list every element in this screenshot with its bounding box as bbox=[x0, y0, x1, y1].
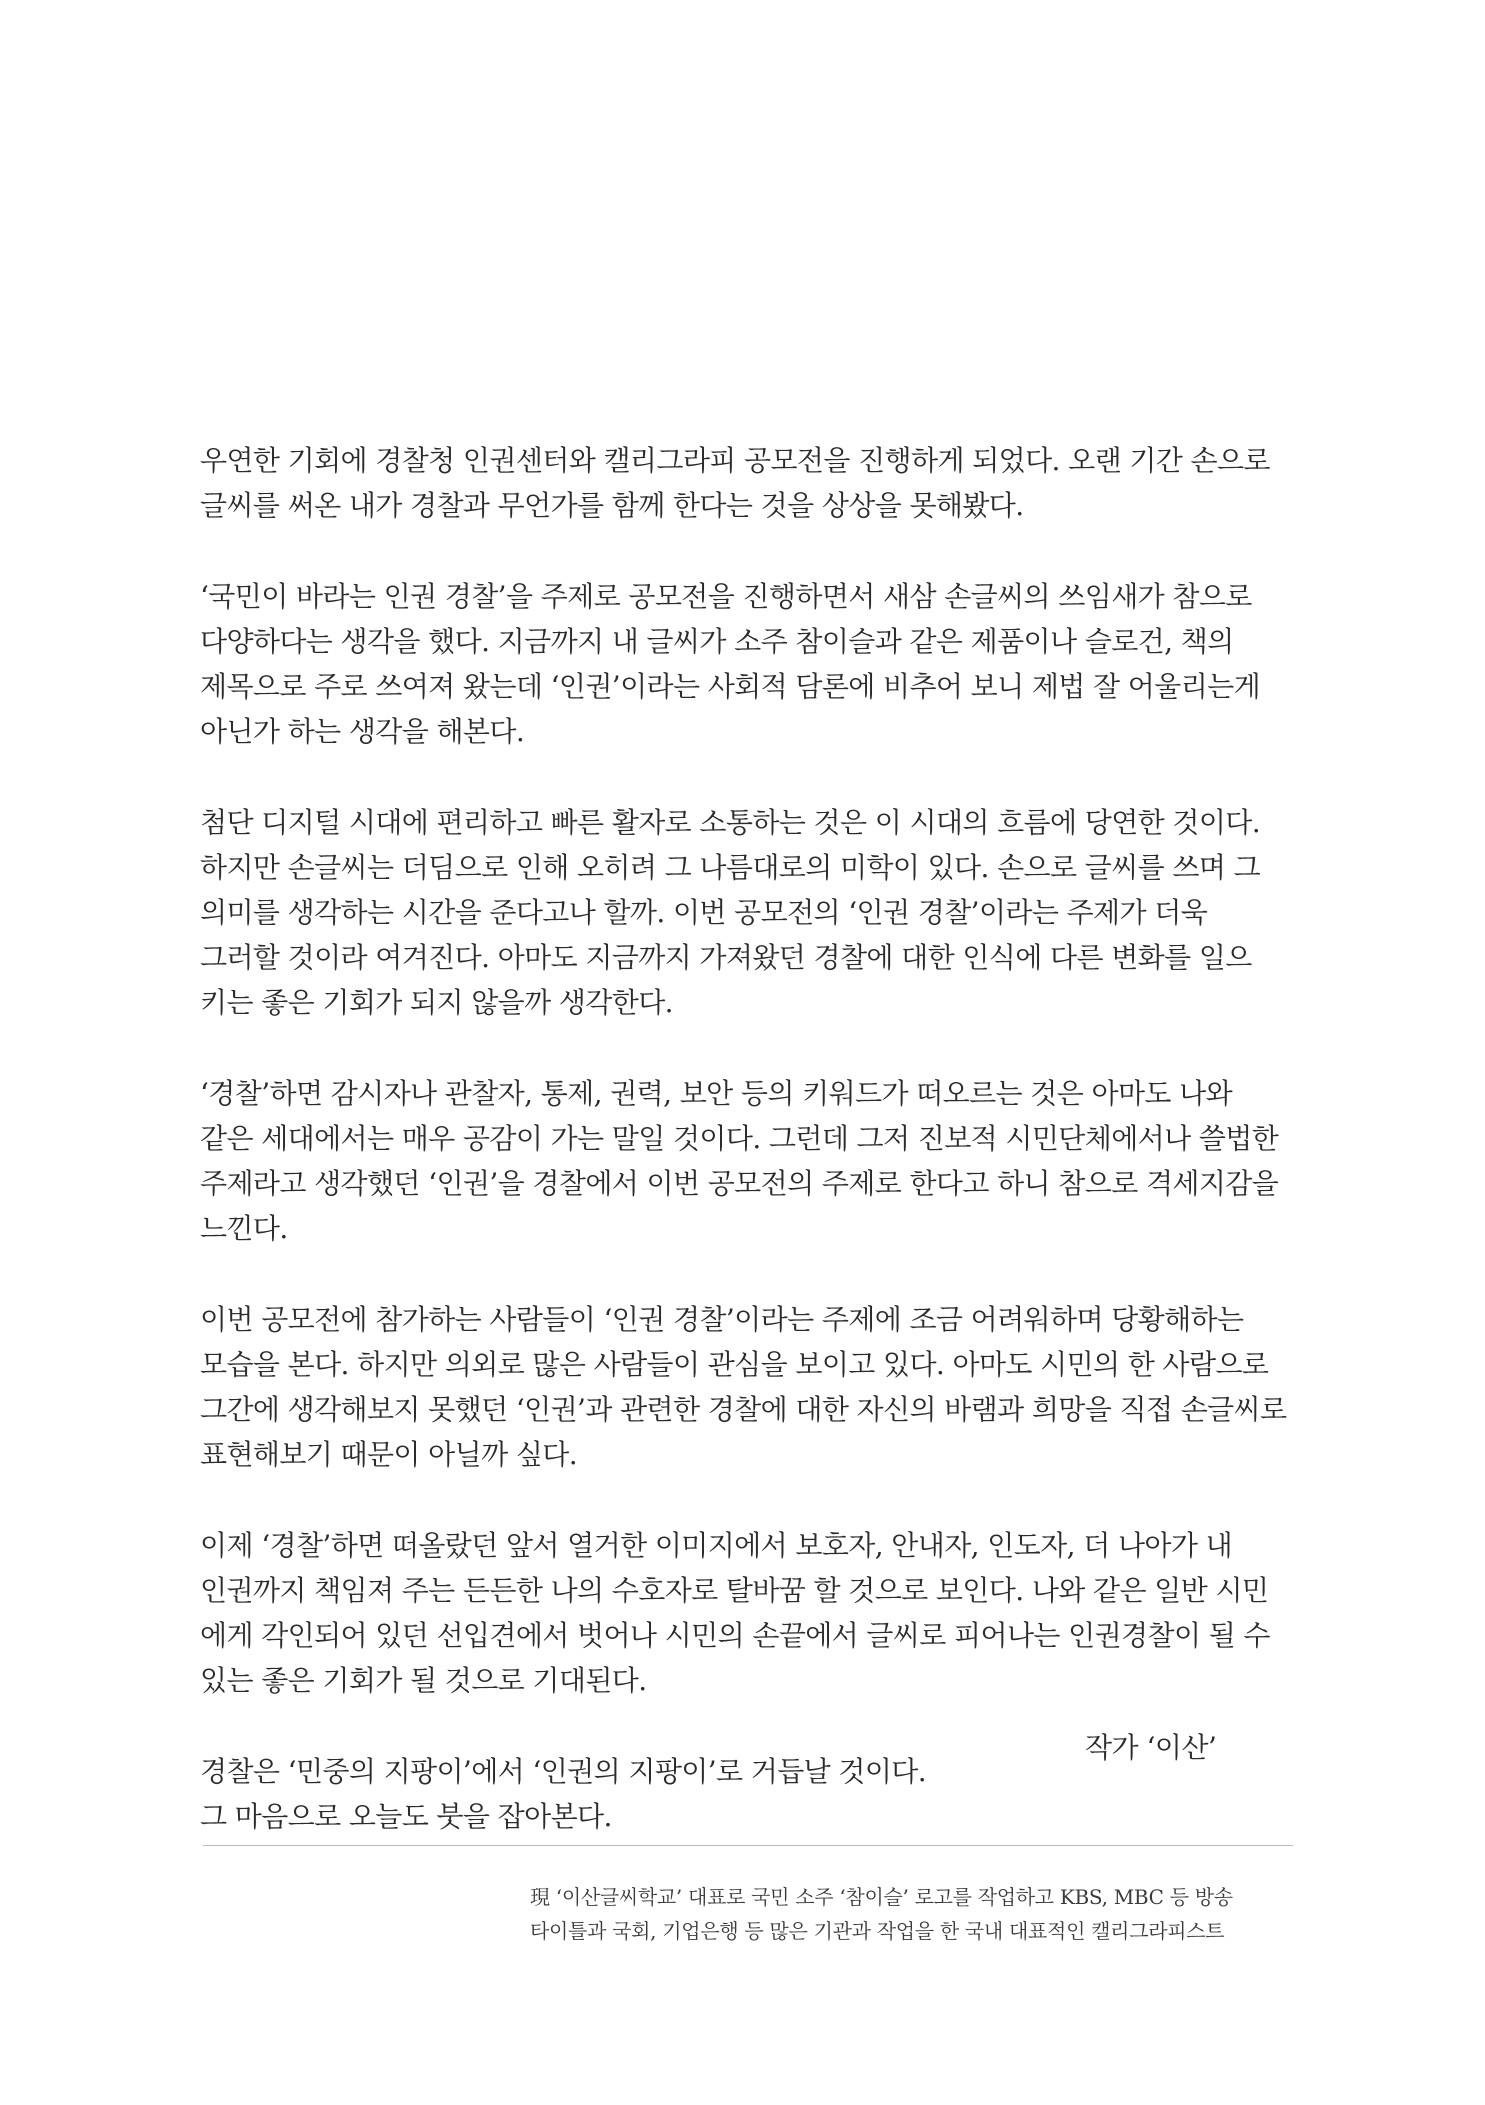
paragraph-6 bbox=[200, 1523, 1300, 1703]
text-line: 그러할 것이라 여겨진다. 아마도 지금까지 가져왔던 경찰에 대한 인식에 다른 변화를 일으 bbox=[200, 941, 1252, 974]
text-line: 그간에 생각해보지 못했던 ‘인권’과 관련한 경찰에 대한 자신의 바램과 희망을 직접 손글씨로 bbox=[200, 1393, 1287, 1426]
text-line: 아닌가 하는 생각을 해본다. bbox=[200, 715, 525, 748]
text-line: 의미를 생각하는 시간을 준다고나 할까. 이번 공모전의 ‘인권 경찰’이라는 주제가 더욱 bbox=[200, 896, 1208, 929]
text-line: 에게 각인되어 있던 선입견에서 벗어나 시민의 손끝에서 글씨로 피어나는 인권경찰이 될 수 bbox=[200, 1619, 1270, 1652]
paragraph-5 bbox=[200, 1297, 1300, 1477]
text-line: 하지만 손글씨는 더딤으로 인해 오히려 그 나름대로의 미학이 있다. 손으로 글씨를 쓰며 그 bbox=[200, 851, 1261, 884]
text-line: ‘경찰’하면 감시자나 관찰자, 통제, 권력, 보안 등의 키워드가 떠오르는 것은 아마도 나와 bbox=[200, 1077, 1233, 1110]
text-line: 느낀다. bbox=[200, 1212, 288, 1245]
text-line: 첨단 디지털 시대에 편리하고 빠른 활자로 소통하는 것은 이 시대의 흐름에 당연한 것이다. bbox=[200, 806, 1261, 839]
divider-line bbox=[203, 1845, 1293, 1846]
paragraph-4 bbox=[200, 1071, 1300, 1251]
text-line: 제목으로 주로 쓰여져 왔는데 ‘인권’이라는 사회적 담론에 비추어 보니 제법 잘 어울리는게 bbox=[200, 670, 1261, 703]
text-line: 키는 좋은 기회가 되지 않을까 생각한다. bbox=[200, 986, 673, 1019]
text-line: 다양하다는 생각을 했다. 지금까지 내 글씨가 소주 참이슬과 같은 제품이나 슬로건, 책의 bbox=[200, 625, 1234, 658]
text-line: 모습을 본다. 하지만 의외로 많은 사람들이 관심을 보이고 있다. 아마도 시민의 한 사람으로 bbox=[200, 1348, 1269, 1381]
essay-body bbox=[200, 438, 1300, 1885]
text-line: 있는 좋은 기회가 될 것으로 기대된다. bbox=[200, 1664, 647, 1697]
text-line: 이제 ‘경찰’하면 떠올랐던 앞서 열거한 이미지에서 보호자, 안내자, 인도자, 더 나아가 내 bbox=[200, 1529, 1233, 1562]
paragraph-2 bbox=[200, 574, 1300, 754]
text-line: ‘국민이 바라는 인권 경찰’을 주제로 공모전을 진행하면서 새삼 손글씨의 쓰임새가 참으로 bbox=[200, 580, 1252, 613]
text-line: 글씨를 써온 내가 경찰과 무언가를 함께 한다는 것을 상상을 못해봤다. bbox=[200, 489, 1024, 522]
text-line: 그 마음으로 오늘도 붓을 잡아본다. bbox=[200, 1800, 612, 1833]
author-bio bbox=[530, 1880, 1310, 1948]
paragraph-1 bbox=[200, 438, 1300, 528]
text-line: 우연한 기회에 경찰청 인권센터와 캘리그라피 공모전을 진행하게 되었다. 오랜 기간 손으로 bbox=[200, 444, 1270, 477]
bio-line: 타이틀과 국회, 기업은행 등 많은 기관과 작업을 한 국내 대표적인 캘리그라피스트 bbox=[530, 1919, 1225, 1943]
author-signature: 작가 ‘이산’ bbox=[1085, 1731, 1217, 1764]
bio-line: 現 ‘이산글씨학교’ 대표로 국민 소주 ‘참이슬’ 로고를 작업하고 KBS, MBC 등 방송 bbox=[530, 1885, 1233, 1909]
text-line: 경찰은 ‘민중의 지팡이’에서 ‘인권의 지팡이’로 거듭날 것이다. bbox=[200, 1755, 927, 1788]
text-line: 표현해보기 때문이 아닐까 싶다. bbox=[200, 1438, 578, 1471]
paragraph-3 bbox=[200, 800, 1300, 1025]
text-line: 같은 세대에서는 매우 공감이 가는 말일 것이다. 그런데 그저 진보적 시민단체에서나 쓸법한 bbox=[200, 1122, 1279, 1155]
text-line: 주제라고 생각했던 ‘인권’을 경찰에서 이번 공모전의 주제로 한다고 하니 참으로 격세지감을 bbox=[200, 1167, 1279, 1200]
text-line: 이번 공모전에 참가하는 사람들이 ‘인권 경찰’이라는 주제에 조금 어려워하며 당황해하는 bbox=[200, 1303, 1244, 1336]
text-line: 인권까지 책임져 주는 든든한 나의 수호자로 탈바꿈 할 것으로 보인다. 나와 같은 일반 시민 bbox=[200, 1574, 1269, 1607]
